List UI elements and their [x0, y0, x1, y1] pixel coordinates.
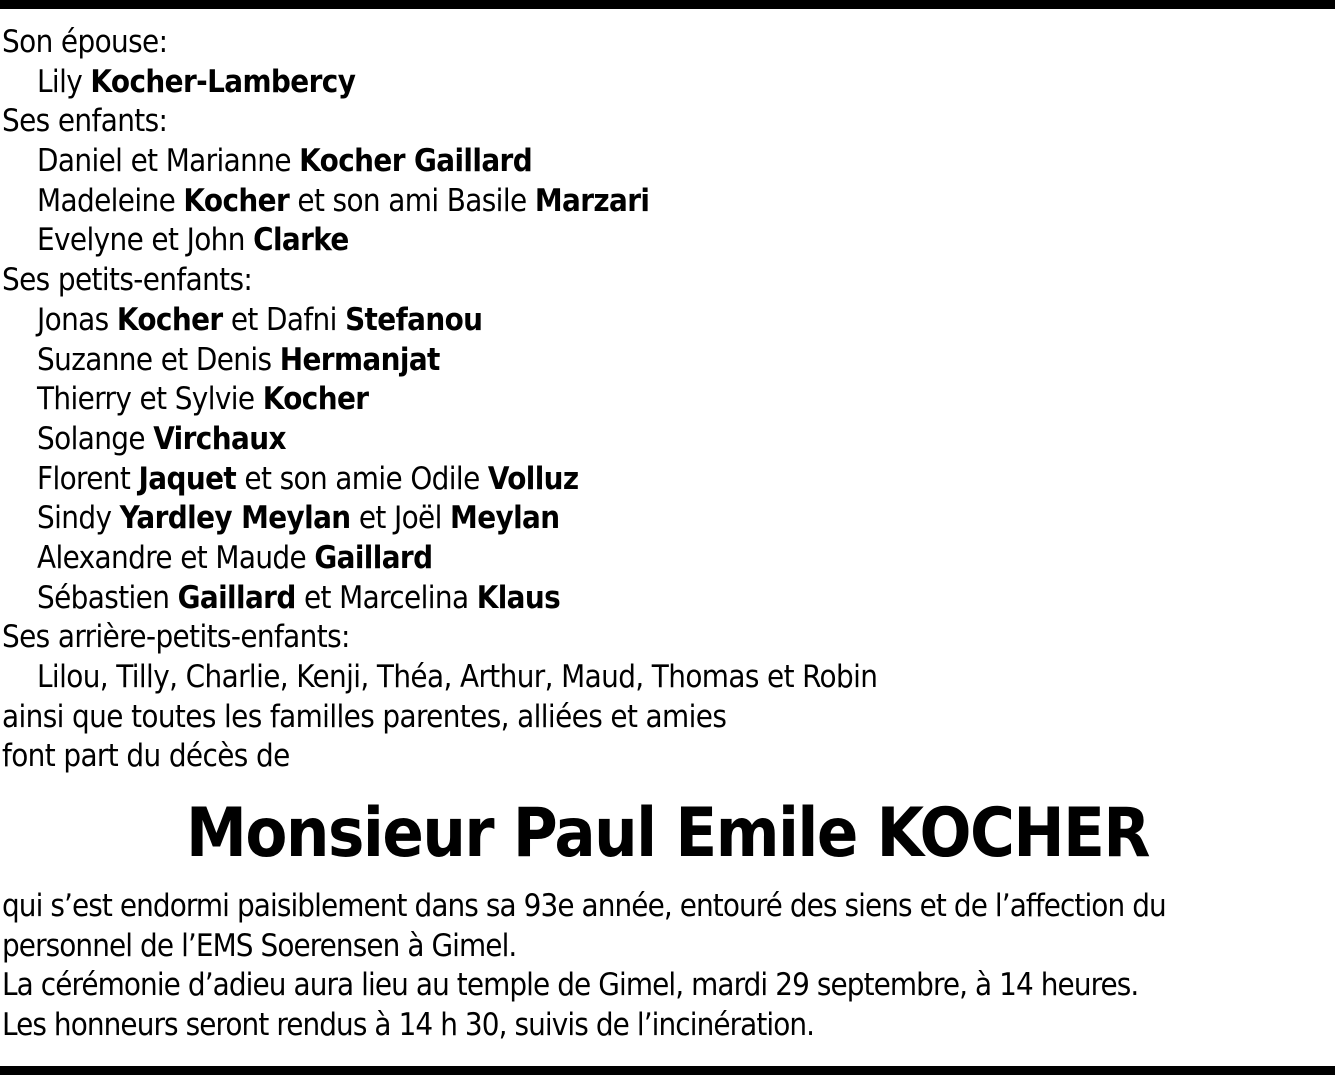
children-heading: Ses enfants:	[2, 103, 168, 140]
relatives-line: ainsi que toutes les familles parentes, alliées et amies	[2, 698, 727, 735]
grandchild-entry: Solange Virchaux	[37, 420, 286, 457]
grandchild-entry: Jonas Kocher et Dafni Stefanou	[37, 301, 483, 338]
child-entry: Evelyne et John Clarke	[37, 222, 349, 259]
announce-line: font part du décès de	[2, 738, 290, 775]
top-rule	[0, 0, 1335, 9]
great-grandchildren-entry: Lilou, Tilly, Charlie, Kenji, Théa, Arthur, Maud, Thomas et Robin	[37, 659, 878, 695]
child-entry: Daniel et Marianne Kocher Gaillard	[37, 143, 533, 180]
closing-text	[2, 887, 1335, 1046]
grandchild-entry: Sindy Yardley Meylan et Joël Meylan	[37, 500, 560, 537]
grandchild-entry: Sébastien Gaillard et Marcelina Klaus	[37, 579, 561, 616]
bottom-rule	[0, 1066, 1335, 1075]
grandchild-entry: Thierry et Sylvie Kocher	[37, 381, 369, 418]
closing-line-4: Les honneurs seront rendus à 14 h 30, suivis de l’incinération.	[2, 1007, 815, 1044]
closing-line-1: qui s’est endormi paisiblement dans sa 93e année, entouré des siens et de l’affection du	[2, 888, 1166, 924]
spouse-heading: Son épouse:	[2, 24, 168, 60]
spouse-entry: Lily Kocher-Lambercy	[37, 63, 356, 100]
grandchild-entry: Florent Jaquet et son amie Odile Volluz	[37, 460, 579, 497]
grandchild-entry: Suzanne et Denis Hermanjat	[37, 341, 440, 378]
grandchildren-heading: Ses petits-enfants:	[2, 262, 253, 299]
closing-line-3: La cérémonie d’adieu aura lieu au temple de Gimel, mardi 29 septembre, à 14 heures.	[2, 967, 1139, 1004]
grandchild-entry: Alexandre et Maude Gaillard	[37, 539, 433, 576]
deceased-name: Monsieur Paul Emile KOCHER	[185, 794, 1150, 873]
family-list	[2, 23, 1335, 777]
child-entry: Madeleine Kocher et son ami Basile Marzari	[37, 182, 650, 219]
great-grandchildren-heading: Ses arrière-petits-enfants:	[2, 619, 350, 656]
closing-line-2: personnel de l’EMS Soerensen à Gimel.	[2, 927, 517, 964]
